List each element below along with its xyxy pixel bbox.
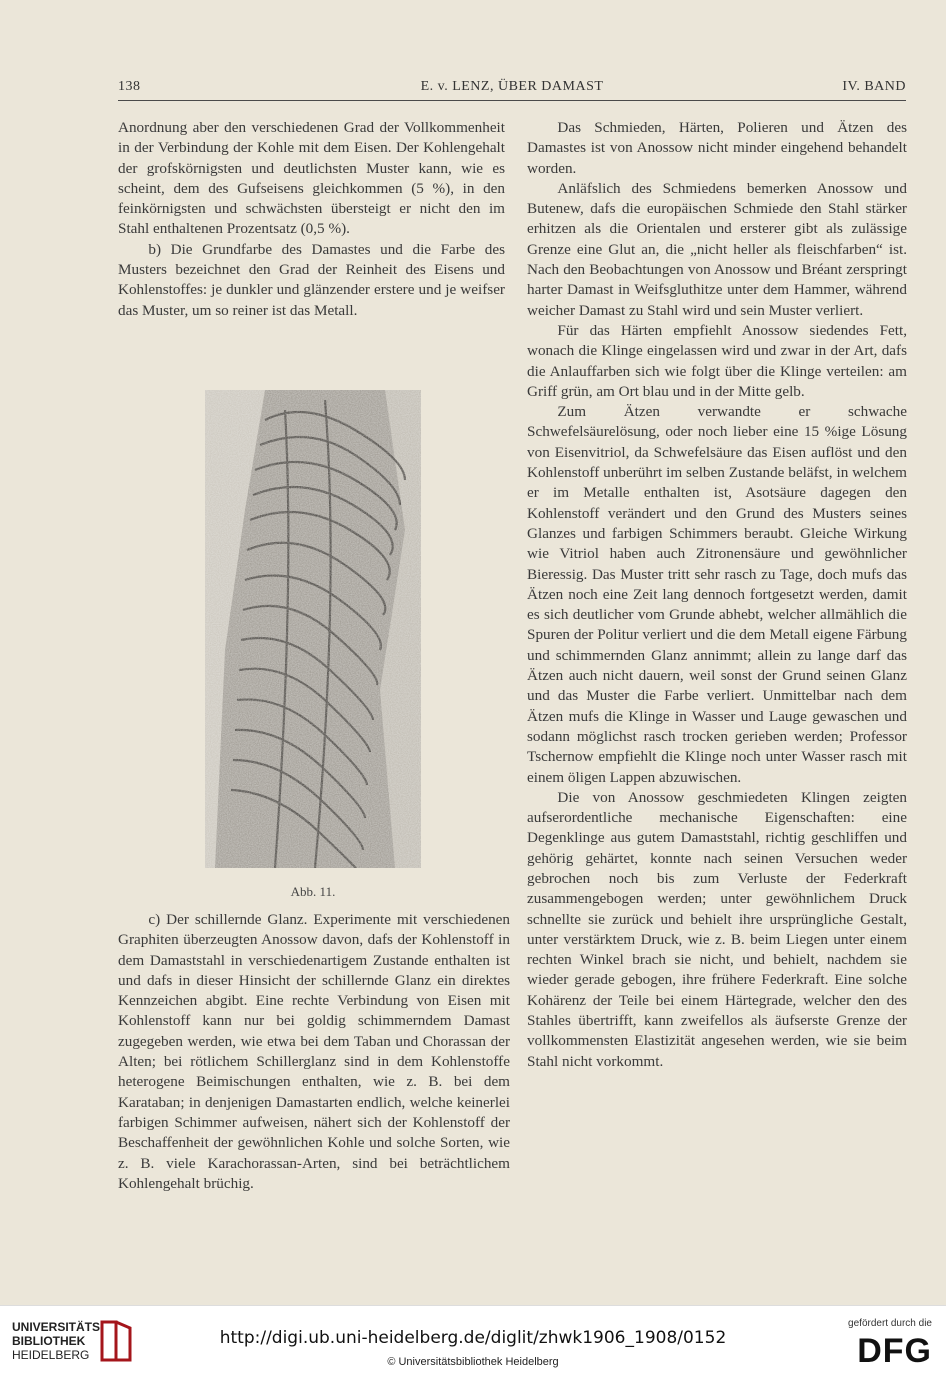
left-column-top: [118, 118, 505, 321]
damascus-pattern-image: [205, 390, 421, 868]
paragraph: Das Schmieden, Härten, Polieren und Ätzen des Damastes ist von Anossow nicht minder eingehend behandelt worden.: [527, 119, 907, 177]
page-number: 138: [118, 79, 141, 94]
damascus-pattern-figure: [205, 390, 421, 868]
right-column: [527, 118, 907, 1072]
paragraph: Die von Anossow geschmiedeten Klingen zeigten aufserordentliche mechanische Eigenschaften: eine Degenklinge aus gutem Damaststahl, richtig geschliffen und gehörig gehärtet, konnte nach seinen Versuchen weder gebrochen noch bis zum Verluste der Federkraft zusammengebogen werden; unter gewöhnlichem Druck schnellte sie zurück und behielt ihre ursprüngliche Gestalt, unter verstärktem Druck, wie z. B. beim Liegen unter einem rechten Winkel brach sie nicht, und behielt, nachdem sie wieder gerade gebogen, ihre frühere Federkraft. Eine solche Kohärenz der Teile bei einem Härtegrade, welcher den des Stahles übertrifft, kann zweifellos als äufserste Grenze der vollkommensten Elastizität angesehen werden, wie sie beim Stahl nicht vorkommt.: [527, 788, 907, 1070]
running-header: [118, 74, 906, 101]
figure-caption: Abb. 11.: [290, 884, 336, 899]
paragraph: Zum Ätzen verwandte er schwache Schwefelsäurelösung, oder noch lieber eine 15 %ige Lösung von Eisenvitriol, da Schwefelsäure das Eisen auflöst und den Kohlenstoff unberührt im selben Zustande beläfst, in welchem er im Metalle enthalten ist, Asotsäure dagegen den Kohlenstoff verändert und den Grund des Musters seines Glanzes und farbigen Schimmers beraubt. Gleiche Wirkung wie Vitriol haben auch Zitronensäure und gewöhnlicher Bieressig. Das Muster tritt sehr rasch zu Tage, doch mufs das Ätzen noch eine Zeit lang dennoch fortgesetzt werden, damit es sich deutlicher vom Grunde abhebt, welcher allmählich die Spuren der Politur verliert und die dem Metall eigene Färbung und schimmernden Glanz annimmt; allein zu lange darf das Ätzen auch nicht dauern, weil sonst der Grund seinen Glanz und das Muster die Farbe verliert. Unmittelbar nach dem Ätzen mufs die Klinge in Wasser und Lauge gewaschen und sodann möglichst rasch trocken gerieben werden; Professor Tschernow empfiehlt die Klinge noch unter Wasser rasch mit einem öligen Lappen abzuwischen.: [527, 403, 907, 786]
permalink-url[interactable]: http://digi.ub.uni-heidelberg.de/diglit/zhwk1906_1908/0152: [219, 1328, 727, 1348]
viewer-footer: [0, 1305, 946, 1379]
dfg-logo: DFG: [857, 1332, 932, 1370]
paragraph: Anläfslich des Schmiedens bemerken Anossow und Butenew, dafs die europäischen Schmiede den Stahl stärker erhitzen als die Orientalen und ersterer gibt als zulässige Grenze eine Glut an, die „nicht heller als fleischfarben“ ist. Nach den Beobachtungen von Anossow und Bréant zerspringt harter Damast in Weifsgluthitze unter dem Hammer, während weicher Damast zu Stahl wird und sein Muster verliert.: [527, 179, 907, 319]
funding-label: gefördert durch die: [848, 1318, 932, 1329]
library-name: UNIVERSITÄTS- BIBLIOTHEK HEIDELBERG: [12, 1320, 105, 1362]
paragraph: b) Die Grundfarbe des Damastes und die Farbe des Musters bezeichnet den Grad der Reinheit des Eisens und Kohlenstoffes: je dunkler und glänzender erstere und je weifser das Muster, um so reiner ist das Metall.: [118, 240, 505, 319]
copyright-notice: © Universitätsbibliothek Heidelberg: [387, 1356, 559, 1368]
running-title: E. v. LENZ, ÜBER DAMAST: [420, 79, 604, 94]
paragraph: Anordnung aber den verschiedenen Grad der Vollkommenheit in der Verbindung der Kohle mit dem Eisen. Der Kohlengehalt der grofskörnigsten und deutlichsten Muster kann, wie es scheint, dem des Gufseisens gleichkommen (5 %), in den feinkörnigsten und schwächsten übersteigt er nicht den im Stahl enthaltenen Prozentsatz (0,5 %).: [118, 119, 505, 238]
paragraph: Für das Härten empfiehlt Anossow siedendes Fett, wonach die Klinge eingelassen wird und zwar in der Art, dafs die Anlauffarben sich wie folgt über die Klinge verteilen: am Griff grün, am Ort blau und in der Mitte gelb.: [527, 321, 907, 400]
paragraph: c) Der schillernde Glanz. Experimente mit verschiedenen Graphiten überzeugten Anossow davon, dafs der Kohlenstoff in dem Damaststahl in verschiedenartigem Zustande enthalten ist und dafs in dieser Hinsicht der schillernde Glanz ein direktes Kennzeichen abgibt. Eine rechte Verbindung von Eisen mit Kohlenstoff kann nur bei goldig schimmerndem Damast zugegeben werden, wie etwa bei dem Taban und Chorassan der Alten; bei rötlichem Schillerglanz sind in dem Kohlenstoffe heterogene Beimischungen enthalten, wie z. B. bei dem Karataban; in denjenigen Damastarten endlich, welche keinerlei farbigen Schimmer aufweisen, nähert sich der Kohlenstoff der Beschaffenheit der gewöhnlichen Kohle und solche Sorten, wie z. B. viele Karachorassan-Arten, sind bei beträchtlichem Kohlengehalt brüchig.: [118, 911, 510, 1192]
volume-label: IV. BAND: [842, 79, 906, 94]
left-column-bottom: [118, 910, 510, 1194]
